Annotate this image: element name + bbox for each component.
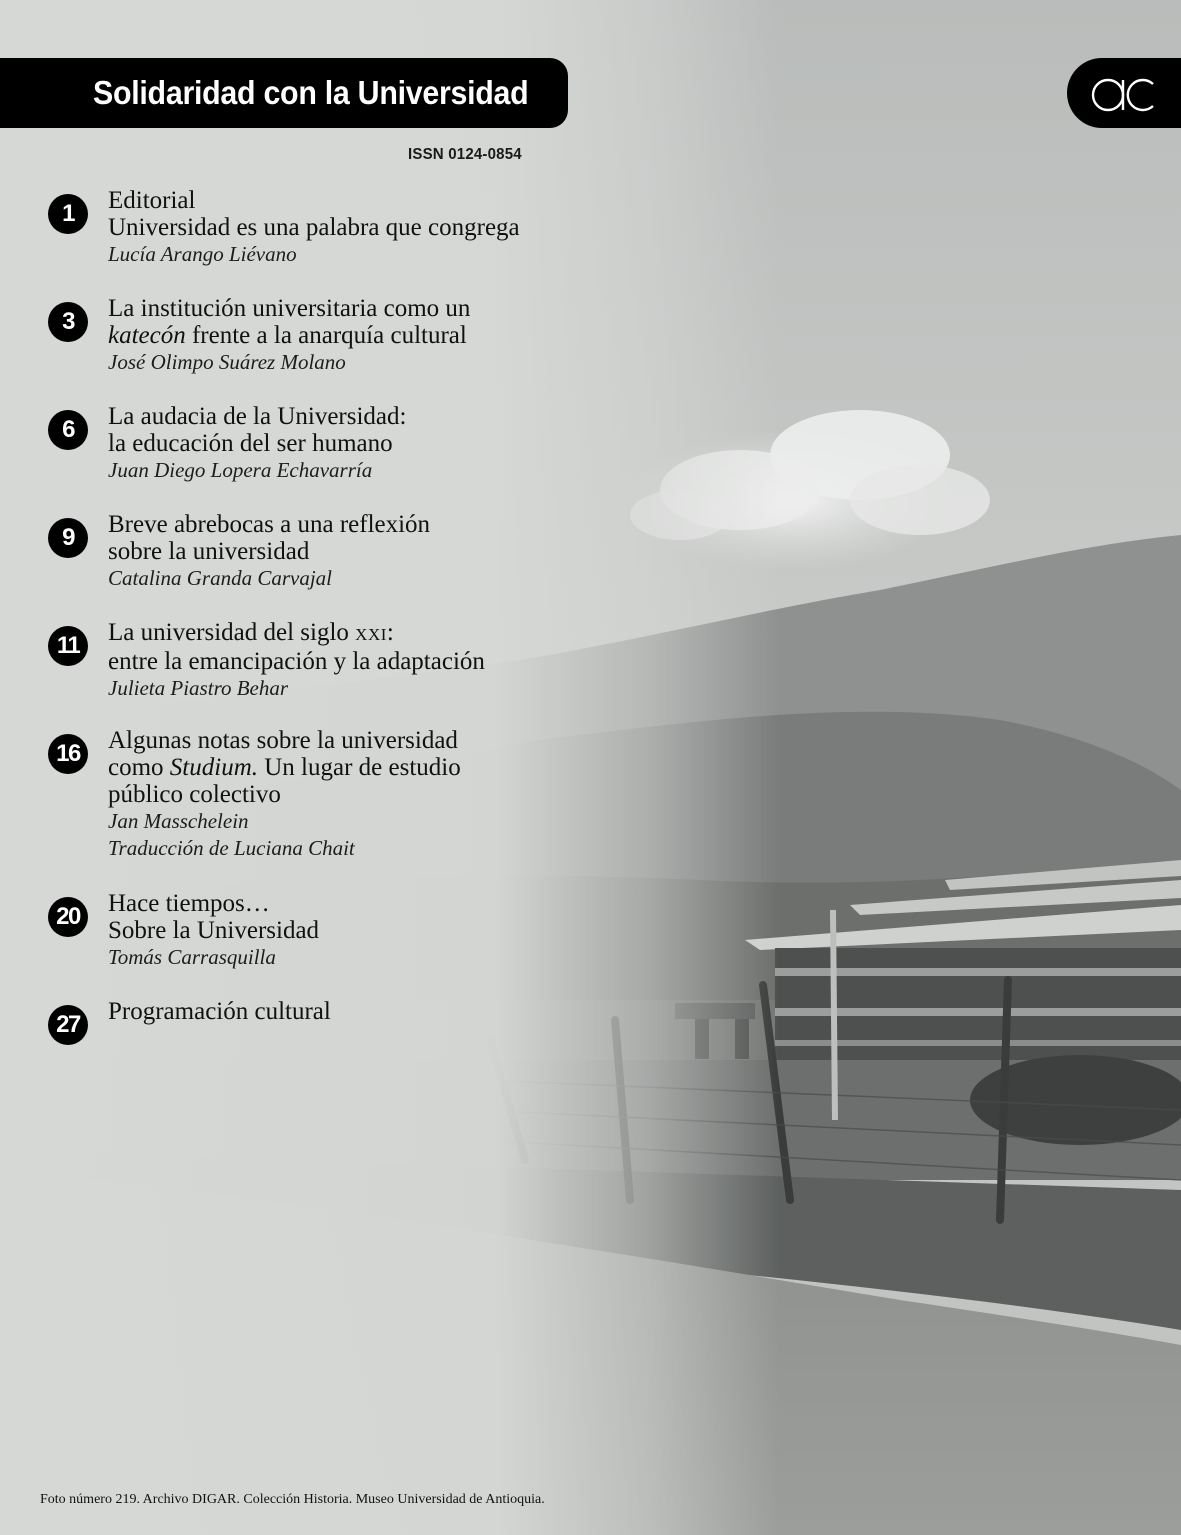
entry-author: Tomás Carrasquilla <box>108 945 276 969</box>
entry-author: Julieta Piastro Behar <box>108 676 289 700</box>
entry-author: Jan Masschelein <box>108 809 249 833</box>
page-number-badge: 1 <box>48 194 88 234</box>
entry-title-text: Un lugar de estudio <box>258 754 461 781</box>
issn: ISSN 0124-0854 <box>408 146 522 163</box>
entry-author: Juan Diego Lopera Echavarría <box>108 458 373 482</box>
banner-title: Solidaridad con la Universidad <box>93 74 529 111</box>
entry-title-line: Breve abrebocas a una reflexión <box>108 511 431 538</box>
entry-title-line <box>108 619 648 648</box>
entry-author: Catalina Granda Carvajal <box>108 566 333 590</box>
entry-title-line: Universidad es una palabra que congrega <box>108 214 520 241</box>
entry-title-italic: Studium. <box>169 754 258 781</box>
entry-title-smallcaps: XXI <box>355 625 387 644</box>
ac-logo-icon <box>1089 68 1159 118</box>
entry-title-line: público colectivo <box>108 781 281 808</box>
page-number-badge: 3 <box>48 302 88 342</box>
ac-logo <box>1067 58 1181 128</box>
entry-title-line: Editorial <box>108 187 196 214</box>
entry-title-text: La universidad del siglo <box>108 619 356 646</box>
page-number-badge: 11 <box>48 626 88 666</box>
entry-title-line: entre la emancipación y la adaptación <box>108 648 485 675</box>
entry-title-line: Hace tiempos… <box>108 890 270 917</box>
entry-title-line <box>108 322 648 349</box>
photo-credit: Foto número 219. Archivo DIGAR. Colección Historia. Museo Universidad de Antioquia. <box>40 1492 545 1507</box>
page-number-badge: 6 <box>48 410 88 450</box>
page-number-badge: 27 <box>48 1005 88 1045</box>
entry-title-line: Algunas notas sobre la universidad <box>108 727 458 754</box>
entry-title-line: la educación del ser humano <box>108 430 393 457</box>
page-number-badge: 16 <box>48 734 88 774</box>
entry-author: José Olimpo Suárez Molano <box>108 350 346 374</box>
entry-title-italic: katecón <box>108 322 186 349</box>
entry-title-line: sobre la universidad <box>108 538 310 565</box>
entry-title-line <box>108 754 648 781</box>
entry-title-text: como <box>108 754 170 781</box>
entry-title-line: La institución universitaria como un <box>108 295 471 322</box>
entry-title-text: frente a la anarquía cultural <box>185 322 467 349</box>
page-number-badge: 20 <box>48 897 88 937</box>
page-number-badge: 9 <box>48 518 88 558</box>
entry-title-line: La audacia de la Universidad: <box>108 403 407 430</box>
entry-translator: Traducción de Luciana Chait <box>108 836 355 860</box>
table-of-contents <box>0 0 620 1100</box>
entry-author: Lucía Arango Liévano <box>108 242 297 266</box>
entry-title-text: : <box>386 619 394 646</box>
entry-title-line: Programación cultural <box>108 998 331 1025</box>
entry-title-line: Sobre la Universidad <box>108 917 320 944</box>
